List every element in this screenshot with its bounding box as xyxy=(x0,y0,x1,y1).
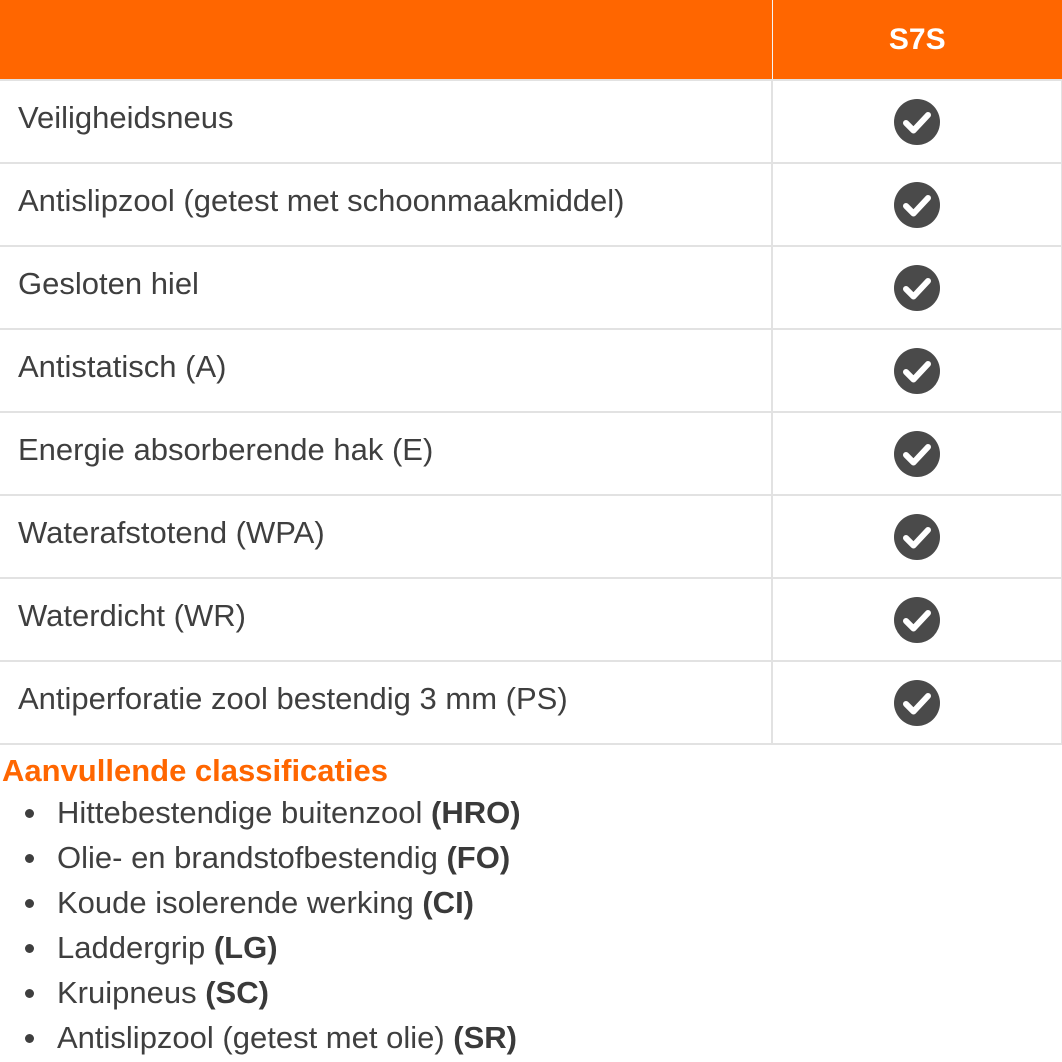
classification-text: Kruipneus xyxy=(57,975,197,1010)
table-row xyxy=(0,329,1062,412)
check-cell xyxy=(772,495,1062,578)
header-feature-column xyxy=(0,0,772,80)
bullet-icon xyxy=(25,899,34,908)
additional-classifications xyxy=(0,752,1062,1060)
table-body xyxy=(0,80,1062,744)
check-cell xyxy=(772,578,1062,661)
check-cell xyxy=(772,163,1062,246)
table-row xyxy=(0,163,1062,246)
classification-text: Antislipzool (getest met olie) xyxy=(57,1020,445,1055)
table-header-row xyxy=(0,0,1062,80)
check-circle-icon xyxy=(893,264,941,312)
check-cell xyxy=(772,661,1062,744)
feature-label: Energie absorberende hak (E) xyxy=(18,431,434,467)
feature-label: Gesloten hiel xyxy=(18,265,199,301)
classification-code: (HRO) xyxy=(431,795,521,830)
feature-cell xyxy=(0,163,772,246)
table-row xyxy=(0,578,1062,661)
bullet-icon xyxy=(25,1034,34,1043)
additional-classifications-title: Aanvullende classificaties xyxy=(2,753,388,788)
bullet-icon xyxy=(25,989,34,998)
list-item xyxy=(0,880,1062,925)
check-cell xyxy=(772,80,1062,163)
check-circle-icon xyxy=(893,679,941,727)
feature-cell xyxy=(0,80,772,163)
classification-text: Hittebestendige buitenzool xyxy=(57,795,423,830)
feature-label: Antistatisch (A) xyxy=(18,348,227,384)
table-row xyxy=(0,661,1062,744)
classification-text: Koude isolerende werking xyxy=(57,885,414,920)
feature-label: Antiperforatie zool bestendig 3 mm (PS) xyxy=(18,680,568,716)
classification-code: (SC) xyxy=(205,975,269,1010)
feature-label: Waterdicht (WR) xyxy=(18,597,246,633)
feature-cell xyxy=(0,661,772,744)
check-cell xyxy=(772,329,1062,412)
table-row xyxy=(0,412,1062,495)
feature-label: Veiligheidsneus xyxy=(18,99,234,135)
bullet-icon xyxy=(25,944,34,953)
header-s7s-column: S7S xyxy=(772,0,1062,80)
feature-label: Antislipzool (getest met schoonmaakmiddel) xyxy=(18,182,625,218)
check-circle-icon xyxy=(893,181,941,229)
table-row xyxy=(0,246,1062,329)
check-circle-icon xyxy=(893,347,941,395)
bullet-icon xyxy=(25,854,34,863)
check-circle-icon xyxy=(893,596,941,644)
classification-code: (SR) xyxy=(453,1020,518,1055)
classification-text: Olie- en brandstofbestendig xyxy=(57,840,438,875)
list-item xyxy=(0,970,1062,1015)
feature-cell xyxy=(0,329,772,412)
classification-text: Laddergrip xyxy=(57,930,206,965)
check-cell xyxy=(772,412,1062,495)
classification-code: (FO) xyxy=(446,840,511,875)
classification-code: (LG) xyxy=(213,930,278,965)
bullet-icon xyxy=(25,809,34,818)
table-row xyxy=(0,495,1062,578)
feature-label: Waterafstotend (WPA) xyxy=(18,514,325,550)
check-cell xyxy=(772,246,1062,329)
feature-cell xyxy=(0,495,772,578)
check-circle-icon xyxy=(893,98,941,146)
check-circle-icon xyxy=(893,513,941,561)
additional-classifications-list xyxy=(0,790,1062,1060)
feature-cell xyxy=(0,246,772,329)
list-item xyxy=(0,1015,1062,1060)
feature-cell xyxy=(0,412,772,495)
feature-cell xyxy=(0,578,772,661)
check-circle-icon xyxy=(893,430,941,478)
list-item xyxy=(0,835,1062,880)
table-row xyxy=(0,80,1062,163)
list-item xyxy=(0,790,1062,835)
list-item xyxy=(0,925,1062,970)
classification-code: (CI) xyxy=(422,885,475,920)
